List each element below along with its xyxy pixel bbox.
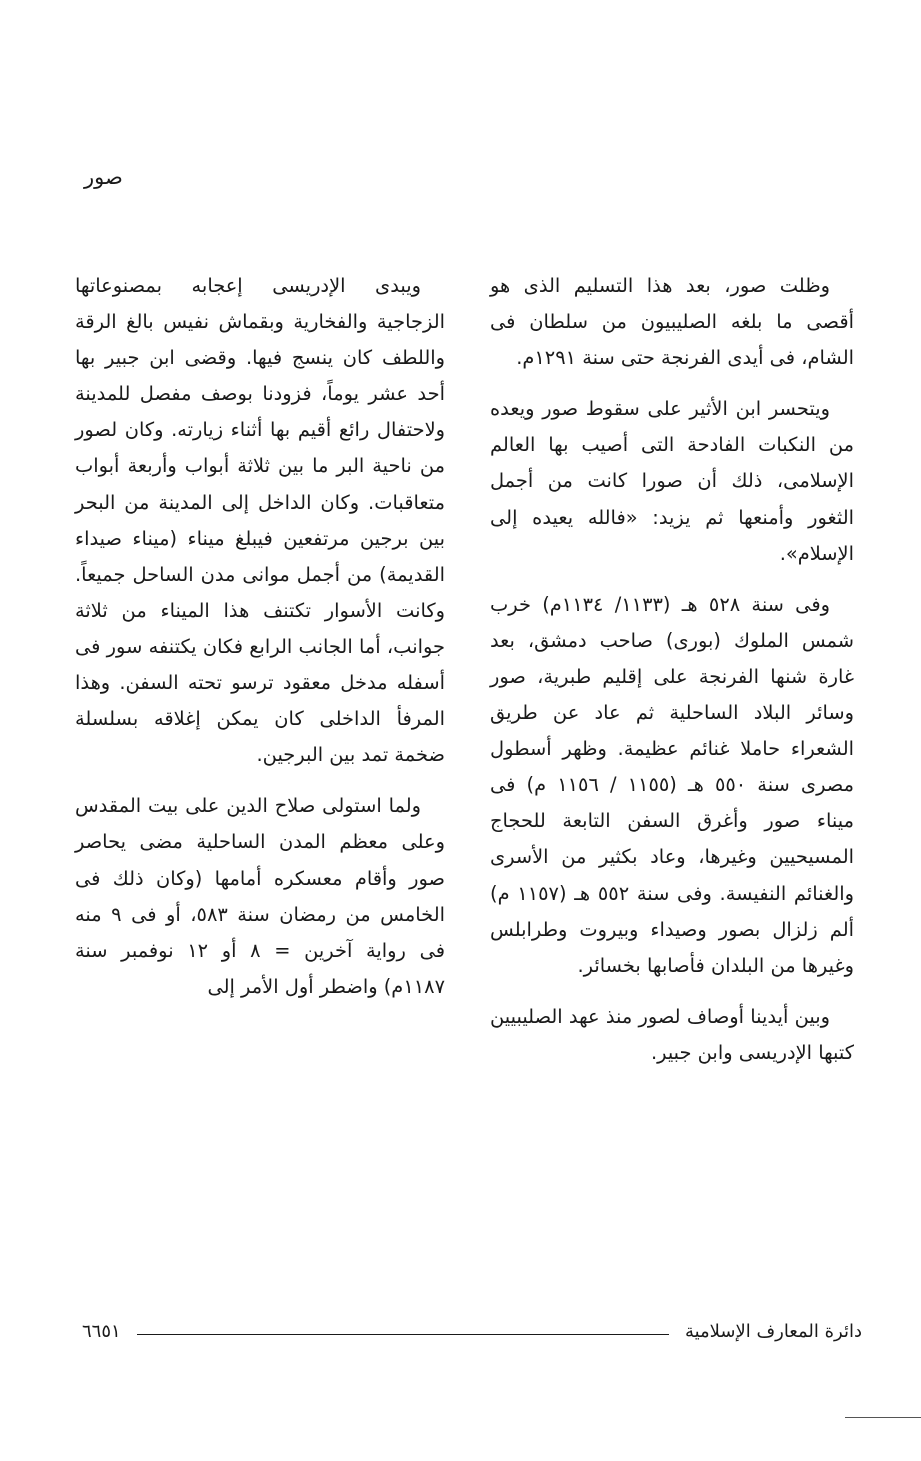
corner-divider (845, 1417, 921, 1418)
paragraph: وبين أيدينا أوصاف لصور منذ عهد الصليبيين كتبها الإدريسى وابن جبير. (490, 1004, 854, 1064)
page-footer (82, 1316, 862, 1346)
paragraph: ويتحسر ابن الأثير على سقوط صور ويعده من النكبات الفادحة التى أصيب بها العالم الإسلامى، ذلك أن صورا كانت من أجمل الثغور وأمنعها ثم يزيد: «فالله يعيده إلى الإسلام». (490, 397, 854, 565)
paragraph: ولما استولى صلاح الدين على بيت المقدس وعلى معظم المدن الساحلية مضى يحاصر صور وأقام معسكره أمامها (وكان ذلك فى الخامس من رمضان سنة ٥٨٣، أو فى ٩ منه فى رواية آخرين = ٨ أو ١٢ نوفمبر سنة ١١٨٧م) واضطر أول الأمر إلى (75, 794, 445, 998)
text-column-right (490, 268, 854, 1071)
text-column-left (75, 268, 445, 1005)
paragraph: ويبدى الإدريسى إعجابه بمصنوعاتها الزجاجية والفخارية وبقماش نفيس بالغ الرقة واللطف كان ينسج فيها. وقضى ابن جبير بها أحد عشر يوماً، فزودنا بوصف مفصل للمدينة ولاحتفال رائع أقيم بها أثناء زيارته. وكان لصور من ناحية البر ما بين ثلاثة أبواب وأربعة أبواب متعاقبات. وكان الداخل إلى المدينة من البحر بين برجين مرتفعين فيبلغ ميناء (ميناء صيداء القديمة) من أجمل موانى مدن الساحل جميعاً. وكانت الأسوار تكتنف هذا الميناء من ثلاثة جوانب، أما الجانب الرابع فكان يكتنفه سور فى أسفله مدخل معقود ترسو تحته السفن. وهذا المرفأ الداخلى كان يمكن إغلاقه بسلسلة ضخمة تمد بين البرجين. (75, 274, 445, 767)
running-title: صور (84, 165, 123, 189)
paragraph: وفى سنة ٥٢٨ هـ (١١٣٣/ ١١٣٤م) خرب شمس الملوك (بورى) صاحب دمشق، بعد غارة شنها الفرنجة على إقليم طبرية، صور وسائر البلاد الساحلية ثم عاد عن طريق الشعراء حاملا غنائم عظيمة. وظهر أسطول مصرى سنة ٥٥٠ هـ (١١٥٥ / ١١٥٦ م) فى ميناء صور وأغرق السفن التابعة للحجاج المسيحيين وغيرها، وعاد بكثير من الأسرى والغنائم النفيسة. وفى سنة ٥٥٢ هـ (١١٥٧ م) ألم زلزال بصور وصيداء وبيروت وطرابلس وغيرها من البلدان فأصابها بخسائر. (490, 592, 855, 977)
paragraph: وظلت صور، بعد هذا التسليم الذى هو أقصى ما بلغه الصليبيون من سلطان فى الشام، فى أيدى الفرنجة حتى سنة ١٢٩١م. (490, 274, 854, 370)
page-number: ٦٦٥١ (82, 1320, 121, 1342)
footer-divider (137, 1334, 669, 1335)
publication-title: دائرة المعارف الإسلامية (684, 1320, 862, 1342)
